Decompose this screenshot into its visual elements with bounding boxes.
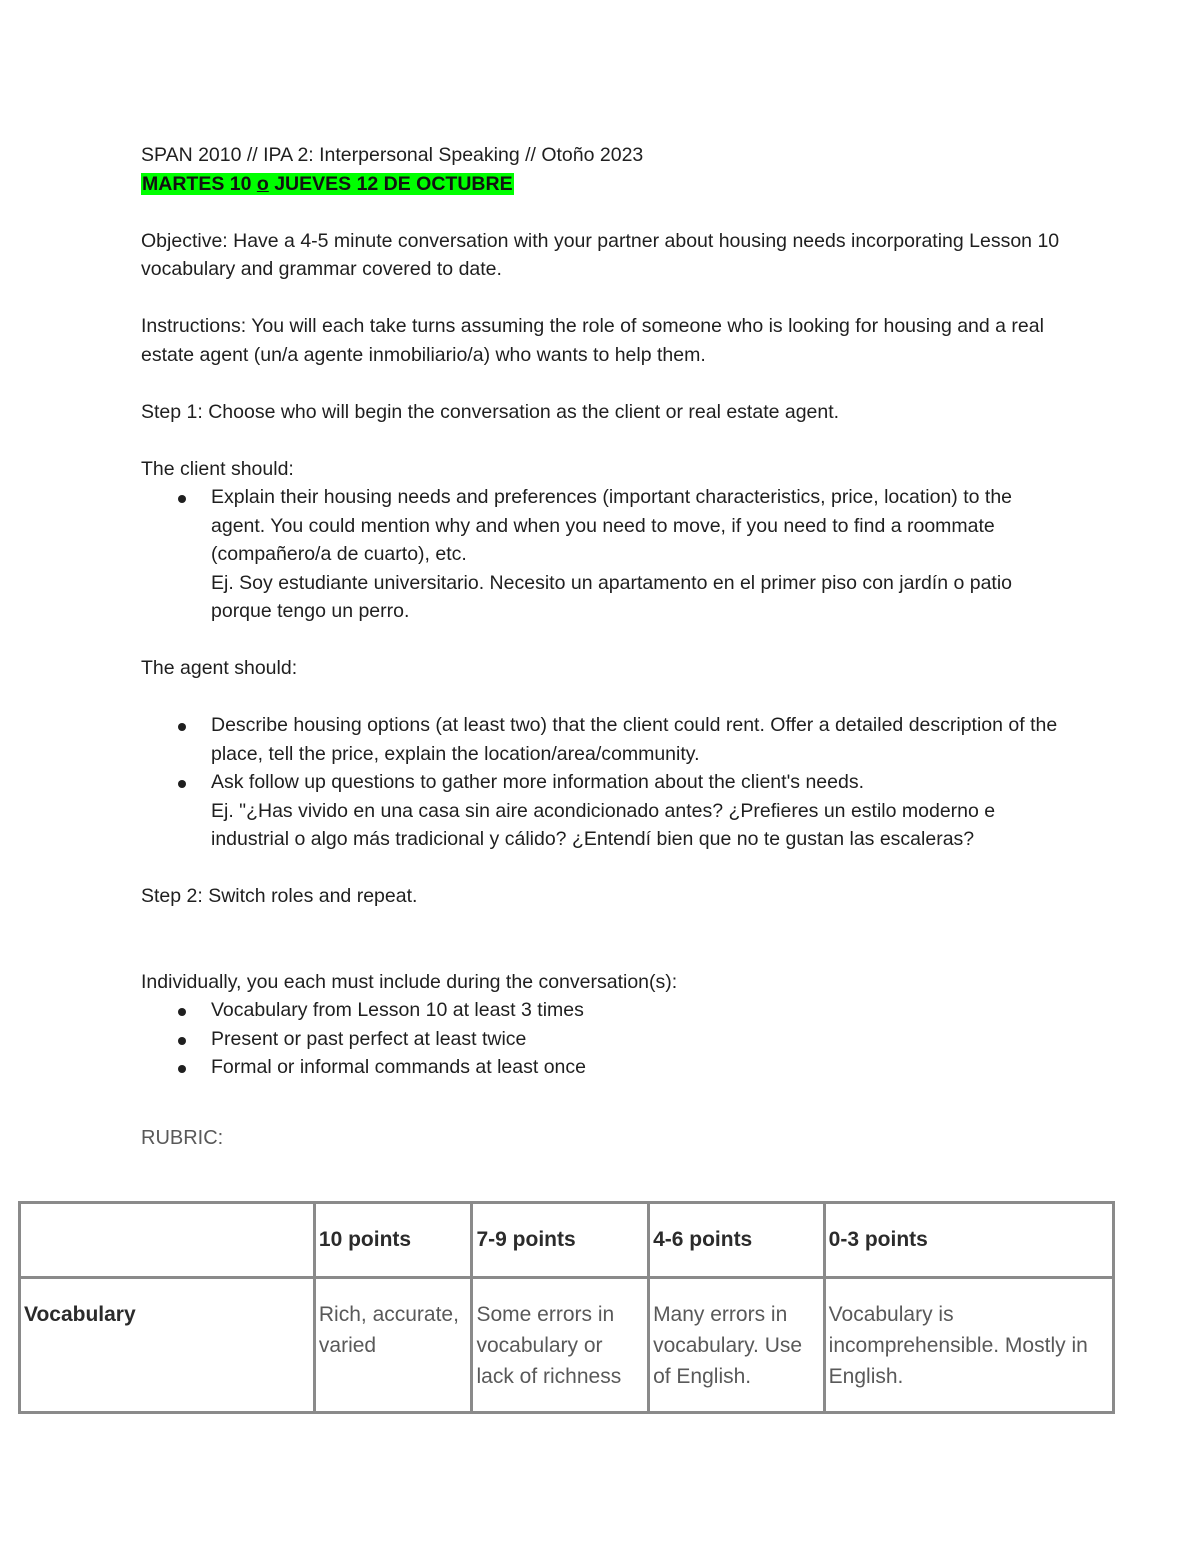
rubric-cell: Some errors in vocabulary or lack of richness (472, 1278, 649, 1413)
rubric-header-cell: 4-6 points (649, 1203, 825, 1278)
requirement-item (211, 1053, 1071, 1082)
rubric-cell: Vocabulary is incomprehensible. Mostly in English. (824, 1278, 1113, 1413)
requirement-item (211, 1025, 1071, 1054)
client-heading: The client should: (141, 457, 294, 480)
date-part-3: JUEVES 12 DE OCTUBRE (268, 172, 513, 195)
client-list (141, 483, 1071, 626)
bullet-icon (178, 723, 186, 731)
highlighted-date (141, 173, 514, 195)
agent-item-example: Ej. "¿Has vivido en una casa sin aire acondicionado antes? ¿Prefieres un estilo moderno e industrial o algo más tradicional y cálido? ¿Entendí bien que no te gustan las escaleras? (211, 799, 996, 850)
requirement-item-text: Formal or informal commands at least once (211, 1056, 586, 1078)
agent-item-text: Ask follow up questions to gather more information about the client's needs. (211, 771, 865, 793)
agent-item (211, 768, 1071, 854)
objective-paragraph: Objective: Have a 4-5 minute conversation with your partner about housing needs incorporating Lesson 10 vocabulary and grammar covered to date. (141, 229, 1060, 280)
bullet-icon (178, 1065, 186, 1073)
step-1: Step 1: Choose who will begin the conversation as the client or real estate agent. (141, 400, 840, 423)
course-title: SPAN 2010 // IPA 2: Interpersonal Speaking // Otoño 2023 (141, 144, 644, 166)
rubric-cell: Many errors in vocabulary. Use of English. (649, 1278, 825, 1413)
date-part-2: o (256, 172, 269, 195)
requirement-item-text: Present or past perfect at least twice (211, 1027, 527, 1050)
rubric-criterion: Vocabulary (20, 1278, 315, 1413)
requirement-item (211, 996, 1071, 1025)
agent-list (141, 711, 1071, 854)
individually-heading: Individually, you each must include during the conversation(s): (141, 970, 678, 993)
rubric-header-cell: 10 points (314, 1203, 472, 1278)
rubric-header-cell: 0-3 points (824, 1203, 1113, 1278)
instructions-paragraph: Instructions: You will each take turns assuming the role of someone who is looking for housing and a real estate agent (un/a agente inmobiliario/a) who wants to help them. (141, 315, 1044, 366)
rubric-header-row (20, 1203, 1114, 1278)
bullet-icon (178, 1008, 186, 1016)
requirement-item-text: Vocabulary from Lesson 10 at least 3 times (211, 999, 584, 1021)
date-part-1: MARTES 10 (142, 172, 257, 195)
rubric-title: RUBRIC: (141, 1127, 224, 1149)
rubric-row (20, 1278, 1114, 1413)
client-item (211, 483, 1071, 626)
exam-date-line (141, 170, 1071, 199)
bullet-icon (178, 780, 186, 788)
agent-item-text: Describe housing options (at least two) that the client could rent. Offer a detailed description of the place, tell the price, explain the location/area/community. (211, 714, 1058, 765)
document-body (141, 141, 1071, 1153)
rubric-table (18, 1201, 1115, 1414)
rubric-header-cell: 7-9 points (472, 1203, 649, 1278)
rubric-cell: Rich, accurate, varied (314, 1278, 472, 1413)
client-item-text: Explain their housing needs and preferences (important characteristics, price, location) to the agent. You could mention why and when you need to move, if you need to find a roommate (compañero/a de cuarto), etc. (211, 486, 1013, 565)
agent-heading: The agent should: (141, 657, 298, 679)
agent-item (211, 711, 1071, 768)
client-item-example: Ej. Soy estudiante universitario. Necesito un apartamento en el primer piso con jardín o patio porque tengo un perro. (211, 571, 1013, 622)
step-2: Step 2: Switch roles and repeat. (141, 885, 418, 907)
bullet-icon (178, 1037, 186, 1045)
bullet-icon (178, 495, 186, 503)
requirements-list (141, 996, 1071, 1082)
rubric-header-cell (20, 1203, 315, 1278)
